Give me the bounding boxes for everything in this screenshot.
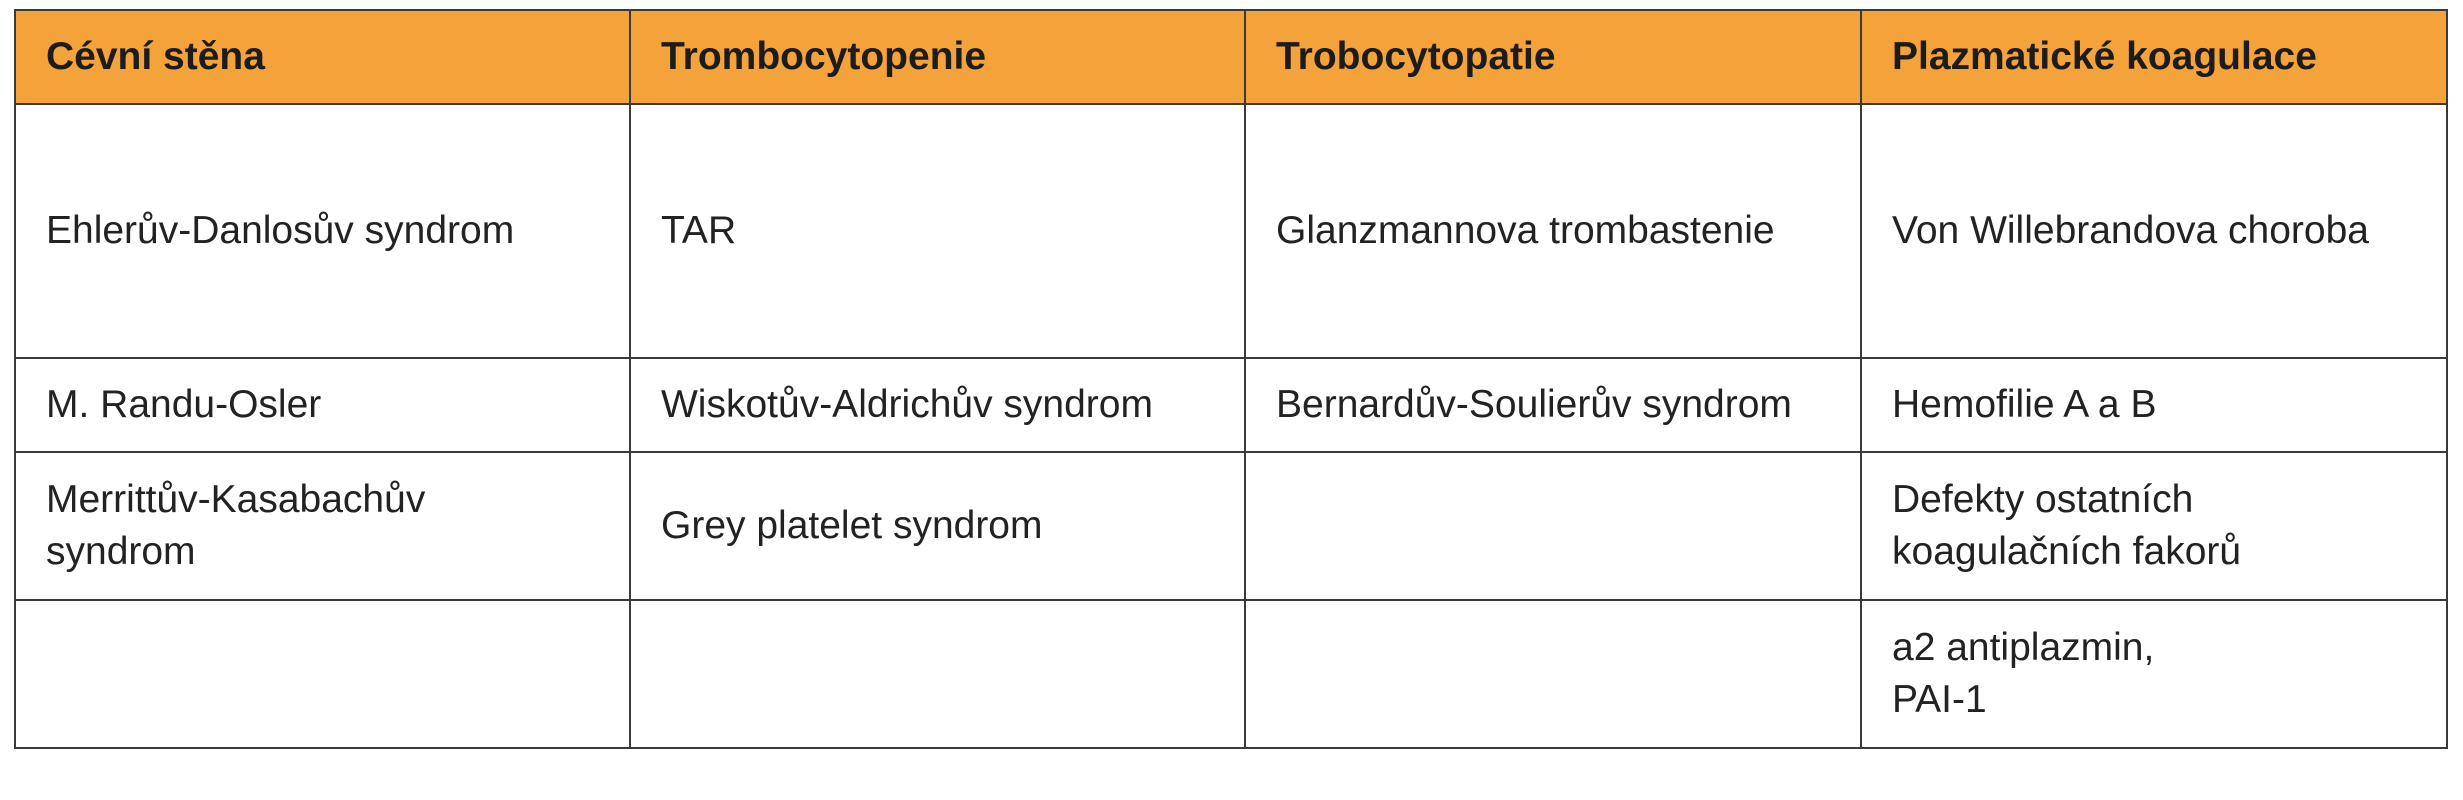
table-cell [1861,600,2447,748]
table-cell [1245,358,1861,452]
table-row [15,600,2447,748]
header-cell-plasma-coagulation: Plazmatické koagulace [1861,10,2447,104]
cell-text: Grey platelet syndrom [661,504,1043,547]
header-cell-thrombocytopenia: Trombocytopenie [630,10,1245,104]
table-cell [630,600,1245,748]
table-cell [630,358,1245,452]
cell-text: Bernardův-Soulierův syndrom [1276,383,1792,426]
cell-text: Glanzmannova trombastenie [1276,209,1775,252]
cell-text: Ehlerův-Danlosův syndrom [46,209,515,252]
table-cell [1245,600,1861,748]
cell-text: Hemofilie A a B [1892,383,2157,426]
table-cell [15,104,630,358]
header-row [15,10,2447,104]
table-cell [15,358,630,452]
table-header [15,10,2447,104]
table-cell [1861,358,2447,452]
table-cell [1245,452,1861,600]
table-cell [630,452,1245,600]
table-cell [15,452,630,600]
cell-text: Von Willebrandova choroba [1892,209,2369,252]
table-row [15,452,2447,600]
cell-text: Wiskotův-Aldrichův syndrom [661,383,1153,426]
cell-text: Defekty ostatních koagulačních fakorů [1892,478,2242,573]
bleeding-disorders-table [14,9,2448,749]
table-row [15,358,2447,452]
table-cell [630,104,1245,358]
table-cell [15,600,630,748]
table-cell [1861,452,2447,600]
table-cell [1861,104,2447,358]
table-body [15,104,2447,748]
table-cell [1245,104,1861,358]
header-cell-thrombocytopathy: Trobocytopatie [1245,10,1861,104]
cell-text: a2 antiplazmin, PAI-1 [1892,626,2155,721]
table-row [15,104,2447,358]
header-cell-vascular-wall: Cévní stěna [15,10,630,104]
cell-text: M. Randu-Osler [46,383,322,426]
cell-text: TAR [661,209,737,252]
data-table-container [14,9,2446,749]
cell-text: Merrittův-Kasabachův syndrom [46,478,426,573]
